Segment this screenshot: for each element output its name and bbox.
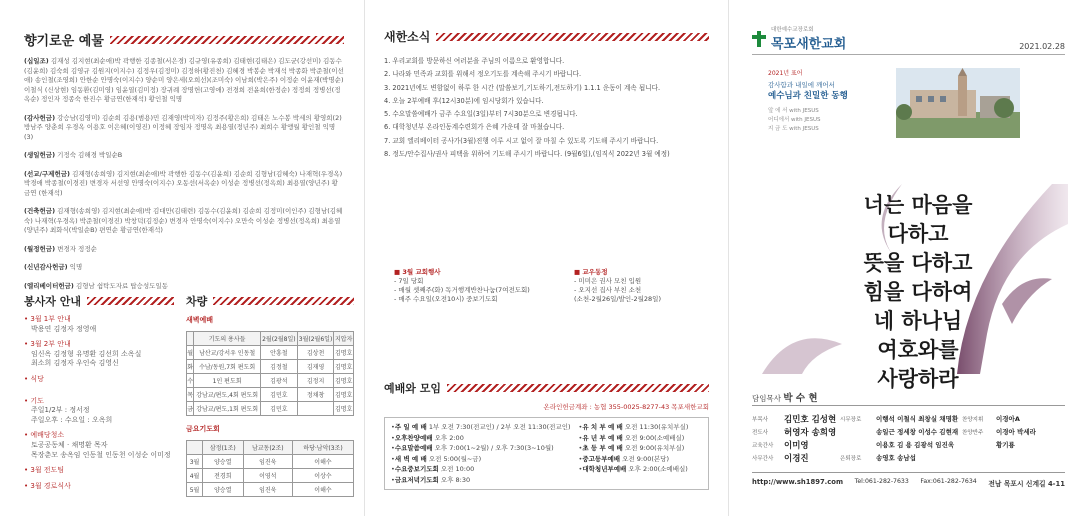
worship-row: •대학청년부예배 오후 2:00(소예배실) [578, 465, 688, 473]
table-cell: 수 [187, 374, 194, 388]
news-title: 새한소식 [384, 30, 431, 44]
offering-label: (십일조) [24, 57, 49, 65]
table-cell: 남산교/강서우 인동철 [194, 346, 261, 360]
table-row [187, 469, 354, 483]
music-names: 이경아A [996, 415, 1020, 423]
volunteer-label: 3월 경로식사 [30, 481, 71, 490]
offering-paragraph [24, 245, 344, 255]
offerings-section [24, 30, 344, 300]
elder-role: 은퇴장로 [840, 455, 862, 462]
table-header-cell: 2월(2월8일) [261, 332, 298, 346]
volunteer-heading: • 식당 [24, 374, 44, 383]
table-header-cell: 지압자 [334, 332, 354, 346]
music-role: 찬양지휘 [962, 416, 984, 423]
table-header-cell: 하당·남악(3조) [292, 441, 353, 455]
staff-row [752, 451, 1036, 464]
title-decoration [87, 297, 174, 305]
table-cell [297, 402, 334, 416]
title-decoration [110, 36, 344, 44]
worship-time: 오후 2:00(소예배실) [628, 465, 688, 473]
worship-time: 오전 10:00 [440, 465, 475, 473]
table-cell: 임진욱 [243, 483, 292, 497]
volunteer-names: 박용연 김정자 정영애 [31, 324, 97, 333]
volunteer-heading: • 3월 2부 안내 [24, 340, 71, 349]
volunteer-names: 임신옥 김정형 유명환 김선희 소옥실 [31, 349, 142, 358]
offering-names: 김재형(송희영) 김지현(최순애)박 곽행한 김동수(김윤희) 김순희 김형남(김혜숙) 나재혁(우경옥) 박경애 박종철(이경진) 변경자 서선영 안명숙(이지수) 오동선(서옥순) 이성순 정병선(정옥희) 최용열(양년주) 황금연 (한재석) [24, 169, 343, 197]
spacer [24, 491, 174, 497]
volunteer-label: 식당 [30, 374, 44, 383]
table-cell: 5월 [187, 483, 203, 497]
offering-names: 익명 [69, 263, 83, 271]
address: 전남 목포시 신계길 4-11 [988, 480, 1065, 488]
table-cell: 김명호 [334, 388, 354, 402]
offering-paragraph [24, 151, 344, 161]
table-cell: 강남교/편도,1회 편도회 [194, 402, 261, 416]
offering-label: (건축헌금) [24, 207, 56, 215]
column-cover [728, 0, 1091, 516]
staff-name: 허영자 송희영 [784, 427, 837, 438]
staff-row [752, 425, 1036, 438]
worship-row: •수요말씀예배 오후 7:00(1~2월) / 오후 7:30(3~10월) [391, 444, 554, 452]
worship-row: •주 일 예 배 1부 오전 7:30(전교인) / 2부 오전 11:30(전교인) [391, 423, 571, 431]
worship-row: •유 치 부 예 배 오전 11:30(유치부실) [578, 423, 689, 431]
volunteer-names: 목장춘모 송옥임 인동철 인동천 이성순 이미정 [31, 450, 171, 459]
news-item: 7. 교회 엘리베이터 공사가(3월)진행 이루 시고 없이 잘 마칠 수 있도록 기도해 주시기 바랍니다. [384, 136, 659, 145]
staff-row [752, 412, 1036, 425]
worship-row: •오후찬양예배 오후 2:00 [391, 433, 464, 442]
table-header-cell: 기도의 용사들 [194, 332, 261, 346]
staff-role: 부목사 [752, 416, 768, 423]
volunteers-list [24, 315, 174, 497]
bulletin-date: 2021.02.28 [1019, 42, 1065, 51]
offering-names: 김재성 김지현(최순애)박 곽행한 김종철(서은경) 김규영(유종희) 김태현(김태은) 김도균(강선미) 김동수 (김윤희) 김숙희 김영규 김원지(이지수) 김정우(김정미) 김정하(황진천) 김혜경 박봉순 박재석 박종화 박준철(이선애) 송인철(조영희) 안한순 안명숙(이지수) 양순미 양은세(오희선)(조미숙) 이남희(박은주) 이정순 이윤재(박명순) 이철식 (신상현) 임동환(김미영) 임윤열(김미정) 장귀례 장명헌(고영애) 전경희 전윤희(한정순) 정정희 정병선(정옥순) 정인자 정종숙 한진수 황금연(한재석) 황인철 익명 [24, 57, 344, 103]
moves-box [574, 268, 661, 304]
elder-names: 이행석 이철식 최창실 채명환 [876, 415, 959, 423]
elder-names: 송영호 송남섭 [876, 454, 916, 462]
noon-title: 금요기도회 [186, 425, 220, 433]
table-header-cell: 남교동(2조) [243, 441, 292, 455]
volunteer-label: 3월 전도팀 [30, 466, 65, 475]
table-cell: 이해수 [292, 483, 353, 497]
offering-label: (선교/구제헌금) [24, 169, 70, 178]
staff-role: 사무간사 [752, 455, 774, 462]
music-names: 황기룡 [996, 441, 1015, 449]
worship-time: 오후 8:30 [440, 475, 471, 484]
worship-row: •중고등부예배 오전 9:00(본당) [578, 454, 669, 463]
worship-name: 초 등 부 예 배 [582, 444, 623, 452]
vehicles-title: 차량 [186, 295, 208, 308]
news-item: 6. 대학청년부 온라인동계수련회가 은혜 가운데 잘 마쳤습니다. [384, 123, 565, 132]
column-offerings [0, 0, 364, 516]
worship-time: 오전 11:30(유치부실) [624, 423, 689, 431]
worship-name: 유 치 부 예 배 [582, 423, 623, 431]
staff-role: 전도사 [752, 429, 768, 436]
table-row [187, 346, 354, 360]
slogan-year: 2021년 표어 [768, 70, 803, 77]
offering-paragraph [24, 282, 344, 292]
moves-title: ■ 교우동정 [574, 268, 608, 276]
staff-name: 이미영 [784, 440, 809, 451]
offering-names: 강승남(김영미) 김순희 김용(범용)민 김재영(박미자) 김정주(황은희) 김태은 노수봉 박세의 황영희(2) 방남주 양춘희 우경옥 이용호 이은혜(이영진) 이정혜 장임자 정명옥 최용열(정년주) 최희수 황앵월 황인철 익명(3) [24, 113, 342, 141]
staff-name: 이경진 [784, 453, 809, 464]
table-cell: 김명호 [334, 402, 354, 416]
table-cell: 목 [187, 388, 194, 402]
title-decoration [436, 33, 709, 41]
denomination: 대한예수교장로회 [771, 27, 814, 33]
volunteer-label: 3월 2부 안내 [30, 340, 71, 349]
worship-time: 오전 9:00(유치부실) [624, 444, 685, 452]
column-news [364, 0, 728, 516]
volunteers-section [24, 293, 174, 497]
news-item: 4. 오늘 2부예배 후(12시30분)에 임시당회가 있습니다. [384, 96, 544, 105]
offering-names: 김형남 쉼탁도자료 탑승성도일동 [75, 281, 169, 290]
table-header-row [187, 441, 354, 455]
worship-name: 중고등부예배 [582, 454, 621, 463]
offering-names: 변경자 정정순 [57, 244, 97, 253]
offerings-list [24, 57, 344, 291]
events-title: ■ 3월 교회행사 [394, 268, 441, 276]
staff-role: 교육간사 [752, 442, 774, 449]
offering-paragraph [24, 114, 344, 143]
staff-row [752, 438, 1036, 451]
volunteer-heading: • 기도 [24, 396, 44, 405]
table-header-cell [187, 441, 203, 455]
worship-row: •수요중보기도회 오전 10:00 [391, 465, 475, 473]
table-cell: 이영석 [243, 469, 292, 483]
worship-schedule [384, 417, 709, 490]
events-box [394, 268, 530, 304]
table-header-cell: 3월(2월6일) [297, 332, 334, 346]
worship-row: •초 등 부 예 배 오전 9:00(유치부실) [578, 444, 685, 452]
offering-label: (신년감사헌금) [24, 263, 68, 271]
news-item: 1. 우리교회를 방문하신 여러분을 주님의 이름으로 환영합니다. [384, 57, 565, 65]
table-cell: 금 [187, 402, 194, 416]
table-header-row [187, 332, 354, 346]
table-cell: 김정지 [297, 374, 334, 388]
worship-time: 오전 9:00(소예배실) [624, 433, 685, 442]
friday-vehicle-table [186, 440, 354, 497]
cross-icon [752, 31, 766, 47]
offering-names: 김재형(송희영) 김지현(최순애)박 김대만(김태련) 김동수(김윤희) 김순희 김정미(이인주) 김형남(김혜숙) 나재혁(우경옥) 박준철(이경진) 박창덕(김정순) 변경자 안명숙(이지수) 오만숙 이성순 정병선(정옥희) 최용열(양년주) 최화식(박일순B) 편연순 황금연(한재석) [24, 207, 343, 234]
table-cell: 김정철 [261, 360, 298, 374]
member-news-item: - 오지선 집사 부친 소천 [574, 286, 642, 294]
elder-names: 송일근 정세창 이성수 김현재 [876, 428, 959, 436]
table-cell: 안흥철 [261, 346, 298, 360]
table-cell: 월 [187, 346, 194, 360]
slogan-line1: 감사함과 내일에 깨어서 [768, 81, 835, 89]
header-divider [752, 54, 1065, 55]
staff-list [752, 412, 1036, 464]
news-item: 8. 정도/안수집사/권사 피택을 위하여 기도해 주시기 바랍니다. (9월6일),(임직식 2022년 3월 예정) [384, 150, 670, 159]
worship-name: 금요저녁기도회 [394, 475, 439, 484]
news-item: 2. 나라와 민족과 교회를 위해서 정오기도를 계속해 주시기 바랍니다. [384, 70, 582, 79]
offering-label: (생일헌금) [24, 151, 56, 159]
worship-name: 수요말씀예배 [394, 444, 433, 452]
news-list [384, 55, 709, 161]
volunteer-label: 예배당청소 [30, 431, 65, 440]
event-item: - 매월 셋째주(화) 독거행계반찬나눔(7여전도회) [394, 286, 530, 294]
phone-number: Tel:061-282-7633 [854, 478, 909, 485]
church-name: 목포새한교회 [771, 37, 847, 52]
title-decoration [213, 297, 354, 305]
elder-role: 시무장로 [840, 416, 862, 423]
volunteer-names: 주일1/2부 : 정서정 [31, 406, 90, 415]
volunteer-names: 토공공동체 · 채명환 목자 [31, 440, 108, 449]
worship-name: 대학청년부예배 [582, 465, 627, 473]
offering-paragraph [24, 57, 344, 105]
church-building-photo [896, 68, 1020, 138]
online-account: 온라인헌금계좌 : 농협 355-0025-8277-43 목포새한교회 [543, 403, 709, 411]
worship-name: 새 벽 예 배 [394, 454, 427, 463]
worship-time: 1부 오전 7:30(전교인) / 2부 오전 11:30(전교인) [428, 423, 571, 431]
pastor-divider [752, 405, 1065, 406]
fax-number: Fax:061-282-7634 [920, 478, 977, 485]
table-row [187, 455, 354, 469]
table-cell: 강남교/편도,4회 편도회 [194, 388, 261, 402]
title-decoration [447, 384, 709, 392]
table-header-cell: 삼정(1조) [203, 441, 244, 455]
offering-label: (엘리베이터헌금) [24, 281, 74, 290]
table-cell: 양승열 [203, 483, 244, 497]
dawn-title: 새벽예배 [186, 316, 214, 324]
website-link[interactable]: http://www.sh1897.com [752, 478, 844, 486]
slogan-with-jesus: 앞 에 서 with JESUS 어디에서 with JESUS 지 금 도 with JESUS [768, 108, 821, 132]
table-cell: 김민호 [261, 388, 298, 402]
table-cell: 김재영 [297, 360, 334, 374]
volunteer-label: 기도 [30, 396, 44, 405]
church-logo [752, 25, 846, 52]
table-row [187, 374, 354, 388]
table-row [187, 388, 354, 402]
member-news-item: - 미미은 권사 모친 입원 [574, 277, 642, 285]
music-role: 찬양반주 [962, 429, 984, 436]
table-cell: 4월 [187, 469, 203, 483]
volunteer-names: 주일오후 : 수요일 : 오옥희 [31, 415, 113, 424]
music-names: 이경아 박세라 [996, 428, 1036, 436]
worship-row: •유 년 부 예 배 오전 9:00(소예배실) [578, 433, 685, 442]
table-cell: 정채창 [297, 388, 334, 402]
worship-row: •새 벽 예 배 오전 5:00(월~금) [391, 454, 482, 463]
worship-time: 오후 7:00(1~2월) / 오후 7:30(3~10월) [434, 444, 554, 452]
staff-name: 김민호 김성현 [784, 414, 837, 425]
offering-label: (감사헌금) [24, 113, 56, 122]
worship-name: 수요중보기도회 [394, 465, 439, 473]
offerings-title: 향기로운 예물 [24, 34, 104, 49]
vehicles-section [186, 293, 354, 497]
table-cell: 화 [187, 360, 194, 374]
worship-section [384, 380, 709, 490]
volunteer-heading: • 3월 전도팀 [24, 466, 65, 475]
table-cell: 1인 편도회 [194, 374, 261, 388]
table-cell: 임진욱 [243, 455, 292, 469]
offering-label: (월정헌금) [24, 244, 56, 253]
news-item: 5. 수요말씀예배가 금주 수요일(3일)부터 7시30분으로 변경됩니다. [384, 110, 578, 119]
volunteer-heading: • 예배당청소 [24, 431, 65, 440]
dawn-vehicle-table [186, 331, 354, 416]
table-cell: 김명호 [334, 360, 354, 374]
elder-names: 이용호 김 용 김광석 임진욱 [876, 441, 955, 449]
worship-name: 유 년 부 예 배 [582, 433, 623, 442]
worship-time: 오후 2:00 [434, 433, 464, 442]
senior-pastor: 담임목사 박 수 현 [752, 393, 818, 404]
table-cell: 이상수 [292, 469, 353, 483]
calligraphy-verse: 너는 마음을 다하고 뜻을 다하고 힘을 다하여 네 하나님 여호와를 사랑하라 [863, 192, 973, 391]
offering-paragraph [24, 170, 344, 199]
table-cell: 전경희 [203, 469, 244, 483]
table-cell: 김명호 [334, 374, 354, 388]
volunteer-label: 3월 1부 안내 [30, 315, 71, 323]
slogan-block [768, 68, 888, 134]
member-news-item: (소천-2월26일/발인-2월28일) [574, 295, 661, 303]
table-cell: 이해수 [292, 455, 353, 469]
event-item: - 매주 수요일(오전10시) 중보기도회 [394, 295, 498, 303]
worship-time: 오전 5:00(월~금) [428, 454, 482, 463]
table-header-cell [187, 332, 194, 346]
worship-time: 오전 9:00(본당) [622, 454, 669, 463]
table-cell: 김상천 [297, 346, 334, 360]
volunteer-names: 최소희 김정자 우인숙 김영신 [31, 359, 119, 368]
table-cell: 김광석 [261, 374, 298, 388]
table-cell: 김민호 [261, 402, 298, 416]
table-cell: 3월 [187, 455, 203, 469]
slogan-line2: 예수님과 친밀한 동행 [768, 91, 848, 101]
offering-paragraph [24, 207, 344, 236]
table-row [187, 402, 354, 416]
offering-paragraph [24, 263, 344, 273]
news-item: 3. 2021년에도 변함없이 하루 한 시간 (말씀보기,기도하기,전도하기) 1.1.1 운동이 계속 됩니다. [384, 83, 661, 92]
volunteer-heading: • 3월 경로식사 [24, 481, 71, 490]
worship-title: 예배와 모임 [384, 382, 441, 395]
table-row [187, 360, 354, 374]
volunteer-heading: • 3월 1부 안내 [24, 315, 71, 323]
worship-name: 주 일 예 배 [394, 423, 427, 431]
table-cell: 김명호 [334, 346, 354, 360]
footer-contact [752, 472, 1065, 488]
volunteers-title: 봉사자 안내 [24, 295, 81, 308]
table-row [187, 483, 354, 497]
event-item: - 7일 당회 [394, 277, 424, 285]
news-section [384, 28, 709, 161]
table-cell: 수남/동원,7회 편도회 [194, 360, 261, 374]
worship-row: •금요저녁기도회 오후 8:30 [391, 475, 471, 484]
offering-names: 기정숙 김해경 박일순B [57, 151, 123, 159]
worship-name: 오후찬양예배 [394, 433, 433, 442]
table-cell: 양승열 [203, 455, 244, 469]
